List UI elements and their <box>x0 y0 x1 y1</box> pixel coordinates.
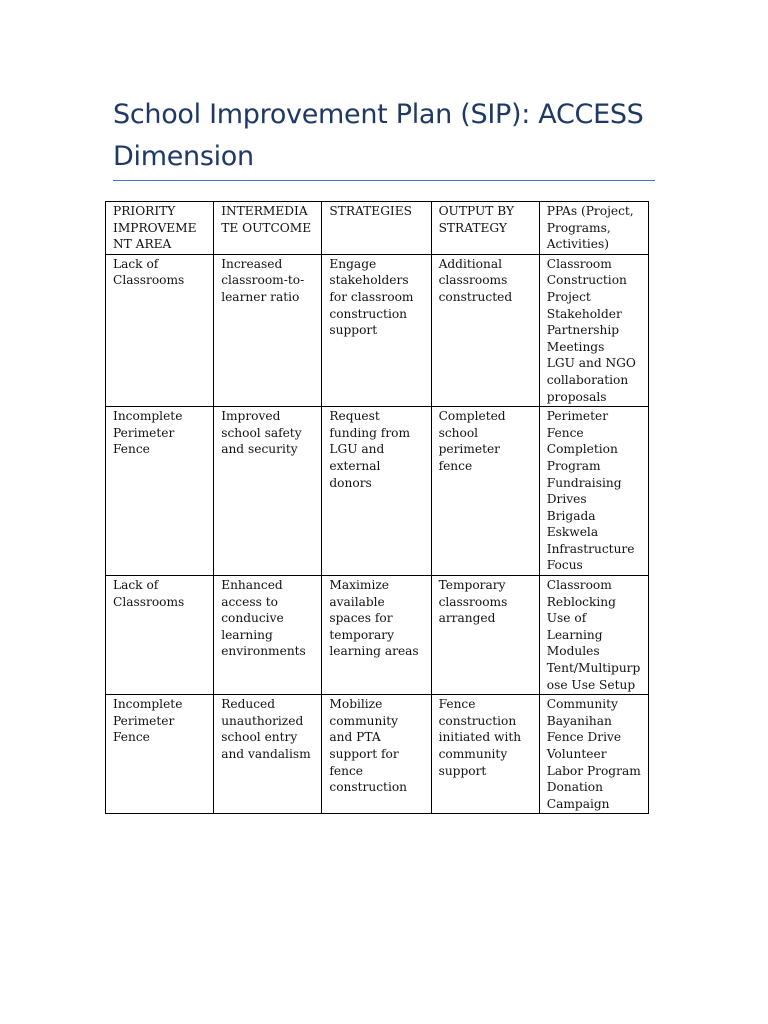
table-row <box>106 254 649 406</box>
ppa-item: Brigada Eskwela Infrastructure Focus <box>546 508 635 573</box>
ppa-item: Perimeter Fence Completion Program <box>546 409 618 473</box>
title-underline <box>113 180 655 181</box>
ppa-item: Community Bayanihan Fence Drive <box>546 697 622 745</box>
cell-strategy: Mobilize community and PTA support for fence construction <box>322 695 431 814</box>
cell-strategy: Maximize available spaces for temporary learning areas <box>322 576 431 695</box>
ppa-item: Volunteer Labor Program <box>546 747 641 778</box>
header-intermediate-outcome: INTERMEDIATE OUTCOME <box>214 202 322 255</box>
cell-output: Additional classrooms constructed <box>431 254 539 406</box>
cell-output: Completed school perimeter fence <box>431 407 539 576</box>
cell-ppas <box>539 576 648 695</box>
cell-ppas <box>539 695 648 814</box>
cell-strategy: Engage stakeholders for classroom construction support <box>322 254 431 406</box>
table-row <box>106 695 649 814</box>
cell-area: Lack of Classrooms <box>106 254 214 406</box>
cell-outcome: Improved school safety and security <box>214 407 322 576</box>
table-header-row <box>106 202 649 255</box>
ppa-item: Stakeholder Partnership Meetings <box>546 306 622 354</box>
document-title: School Improvement Plan (SIP): ACCESS Dimension <box>113 99 644 172</box>
cell-output: Fence construction initiated with community support <box>431 695 539 814</box>
cell-area: Incomplete Perimeter Fence <box>106 407 214 576</box>
ppa-item: Donation Campaign <box>546 780 610 811</box>
cell-ppas <box>539 407 648 576</box>
cell-area: Incomplete Perimeter Fence <box>106 695 214 814</box>
cell-ppas <box>539 254 648 406</box>
table-row <box>106 407 649 576</box>
cell-area: Lack of Classrooms <box>106 576 214 695</box>
cell-outcome: Increased classroom-to-learner ratio <box>214 254 322 406</box>
cell-strategy: Request funding from LGU and external donors <box>322 407 431 576</box>
ppa-item: Fundraising Drives <box>546 475 622 507</box>
table-row <box>106 576 649 695</box>
header-strategies: STRATEGIES <box>322 202 431 255</box>
header-ppas: PPAs (Project, Programs, Activities) <box>539 202 648 255</box>
header-priority-area: PRIORITY IMPROVEMENT AREA <box>106 202 214 255</box>
sip-table <box>105 201 649 814</box>
cell-output: Temporary classrooms arranged <box>431 576 539 695</box>
cell-outcome: Enhanced access to conducive learning environments <box>214 576 322 695</box>
ppa-item: Tent/Multipurpose Use Setup <box>546 661 641 692</box>
ppa-item: Use of Learning Modules <box>546 611 603 659</box>
cell-outcome: Reduced unauthorized school entry and vandalism <box>214 695 322 814</box>
ppa-item: Classroom Reblocking <box>546 578 616 609</box>
ppa-item: Classroom Construction Project <box>546 256 627 304</box>
ppa-item: LGU and NGO collaboration proposals <box>546 356 636 404</box>
header-output-by-strategy: OUTPUT BY STRATEGY <box>431 202 539 255</box>
